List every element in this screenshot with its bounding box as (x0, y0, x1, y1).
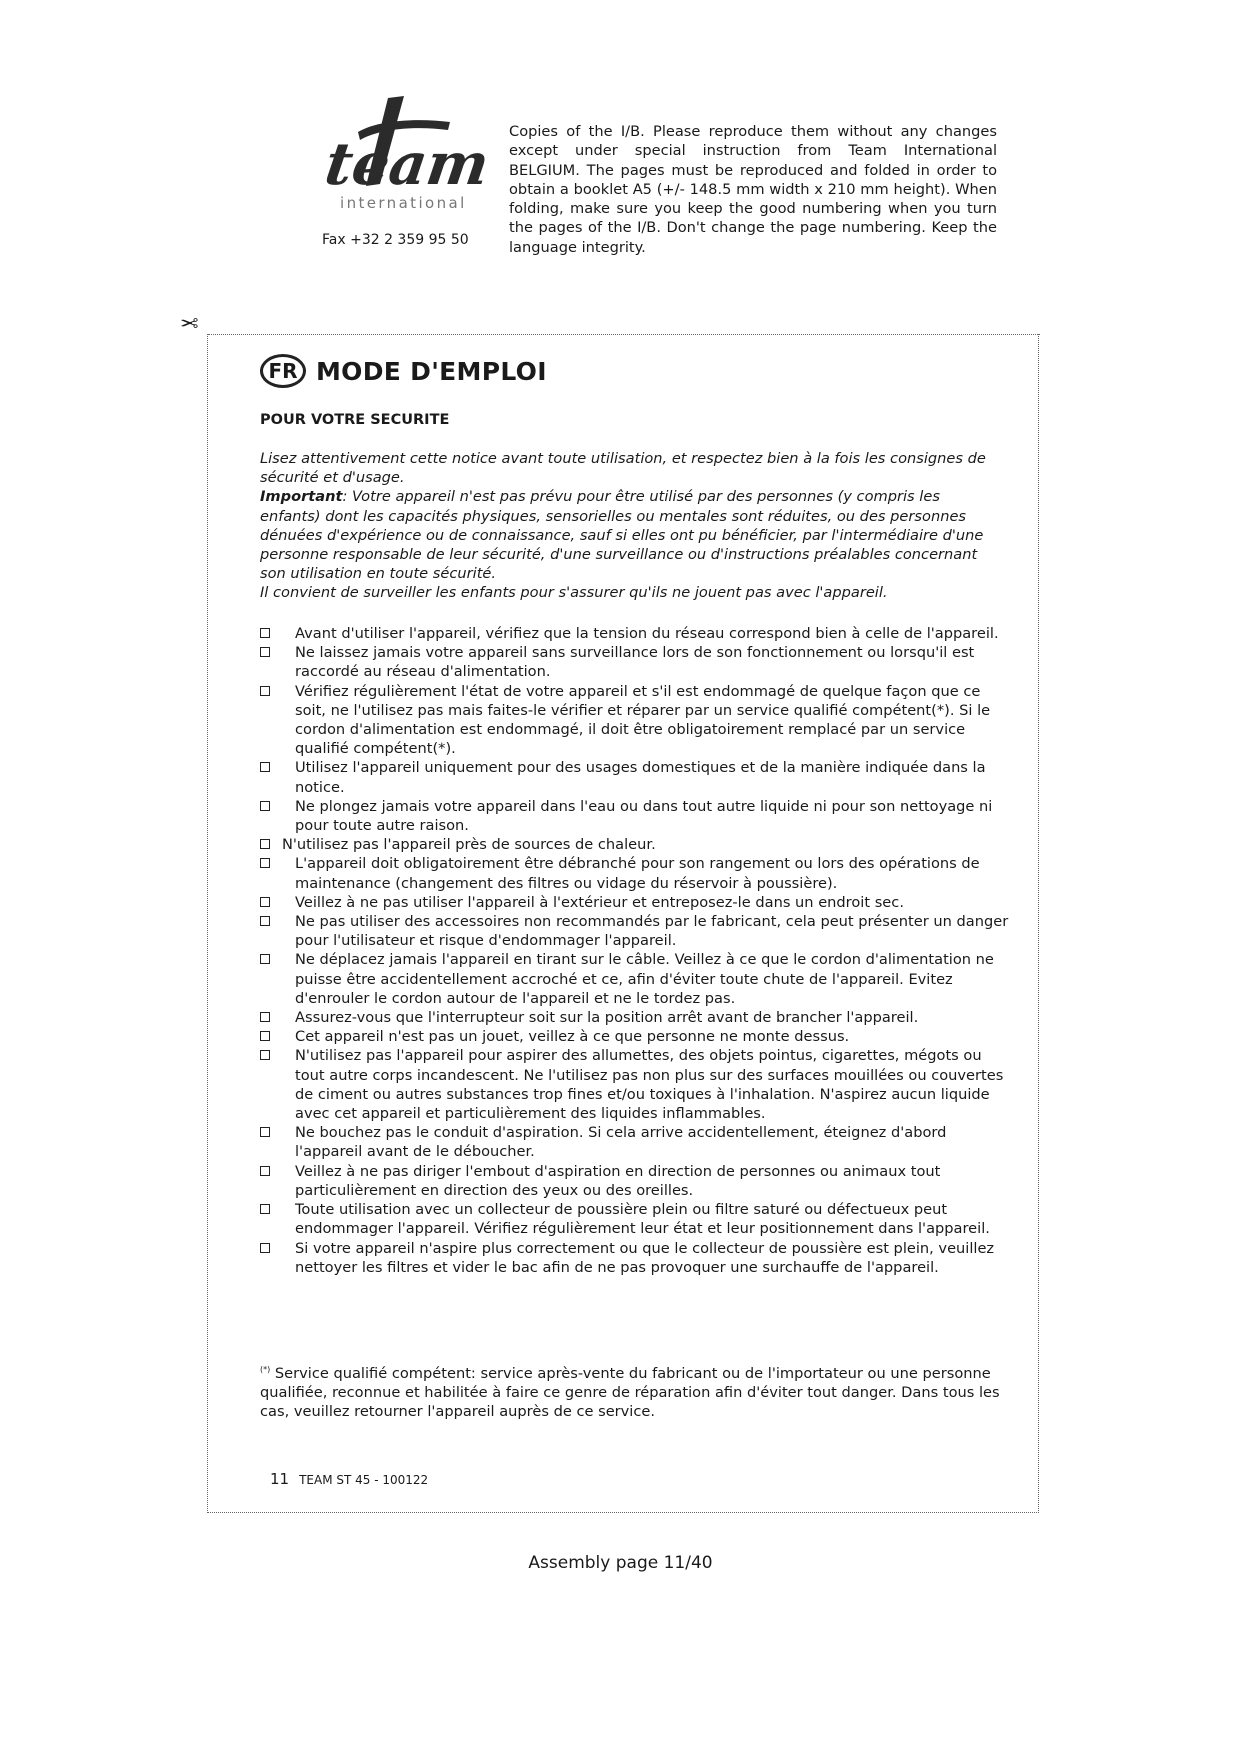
checkbox-bullet-icon (260, 858, 270, 868)
footnote-mark: (*) (260, 1365, 271, 1374)
safety-intro (260, 449, 995, 603)
list-item: Utilisez l'appareil uniquement pour des usages domestiques et de la manière indiquée dans la notice. (260, 758, 1012, 796)
footnote-text: Service qualifié compétent: service après-vente du fabricant ou de l'importateur ou une personne qualifiée, reconnue et habilitée à faire ce genre de réparation afin d'éviter tout danger. Dans tous les cas, veuillez retourner l'appareil auprès de ce service. (260, 1364, 1000, 1421)
checkbox-bullet-icon (260, 686, 270, 696)
page-number: 11 (270, 1470, 290, 1488)
checkbox-bullet-icon (260, 954, 270, 964)
checkbox-bullet-icon (260, 1031, 270, 1041)
important-paragraph (260, 487, 995, 583)
list-item: Ne déplacez jamais l'appareil en tirant sur le câble. Veillez à ce que le cordon d'alimentation ne puisse être accidentellement accroché et ce, afin d'éviter toute chute de l'appareil. Evitez d'enrouler le cordon autour de l'appareil et ne le tordez pas. (260, 950, 1012, 1008)
footnote (260, 1360, 1000, 1421)
checkbox-bullet-icon (260, 1204, 270, 1214)
print-instructions: Copies of the I/B. Please reproduce them without any changes except under special instruction from Team International BELGIUM. The pages must be reproduced and folded in order to obtain a booklet A5 (+/- 148.5 mm width x 210 mm height). When folding, make sure you keep the good numbering when you turn the pages of the I/B. Don't change the page numbering. Keep the language integrity. (509, 123, 997, 256)
list-item: Cet appareil n'est pas un jouet, veillez à ce que personne ne monte dessus. (260, 1027, 1012, 1046)
list-item: Ne bouchez pas le conduit d'aspiration. Si cela arrive accidentellement, éteignez d'abord l'appareil avant de le déboucher. (260, 1123, 1012, 1161)
safety-list (260, 624, 1012, 1277)
important-text: : Votre appareil n'est pas prévu pour être utilisé par des personnes (y compris les enfants) dont les capacités physiques, sensorielles ou mentales sont réduites, ou des personnes dénuées d'expérience ou de connaissance, sauf si elles ont pu bénéficier, par l'intermédiaire d'une personne responsable de leur sécurité, d'une surveillance ou d'instructions préalables concernant son utilisation en toute sécurité. (260, 488, 984, 583)
list-item: N'utilisez pas l'appareil près de sources de chaleur. (260, 835, 1012, 854)
checkbox-bullet-icon (260, 897, 270, 907)
intro-paragraph: Lisez attentivement cette notice avant toute utilisation, et respectez bien à la fois les consignes de sécurité et d'usage. (260, 450, 986, 487)
list-item: Vérifiez régulièrement l'état de votre appareil et s'il est endommagé de quelque façon que ce soit, ne l'utilisez pas mais faites-le vérifier et réparer par un service qualifié compétent(*). Si le cordon d'alimentation est endommagé, il doit être obligatoirement remplacé par un service qualifié compétent(*). (260, 682, 1012, 759)
logo-sub: international (340, 194, 467, 212)
list-item: Veillez à ne pas utiliser l'appareil à l'extérieur et entreposez-le dans un endroit sec. (260, 893, 1012, 912)
logo-word: team (321, 129, 494, 198)
list-item: Avant d'utiliser l'appareil, vérifiez que la tension du réseau correspond bien à celle de l'appareil. (260, 624, 1012, 643)
checkbox-bullet-icon (260, 916, 270, 926)
important-label: Important (260, 488, 343, 506)
checkbox-bullet-icon (260, 1050, 270, 1060)
children-paragraph: Il convient de surveiller les enfants pour s'assurer qu'ils ne jouent pas avec l'appareil. (260, 584, 888, 602)
page-footer (270, 1470, 428, 1488)
checkbox-bullet-icon (260, 762, 270, 772)
checkbox-bullet-icon (260, 1166, 270, 1176)
model-code: TEAM ST 45 - 100122 (299, 1473, 429, 1487)
list-item: Ne plongez jamais votre appareil dans l'eau ou dans tout autre liquide ni pour son nettoyage ni pour toute autre raison. (260, 797, 1012, 835)
team-logo (318, 92, 494, 217)
scissors-icon: ✂ (180, 309, 199, 334)
list-item: N'utilisez pas l'appareil pour aspirer des allumettes, des objets pointus, cigarettes, mégots ou tout autre corps incandescent. Ne l'utilisez pas non plus sur des surfaces mouillées ou couvertes de ciment ou autres substances trop fines et/ou toxiques à l'inhalation. N'aspirez aucun liquide avec cet appareil et particulièrement des liquides inflammables. (260, 1046, 1012, 1123)
page-title: MODE D'EMPLOI (316, 356, 547, 386)
checkbox-bullet-icon (260, 1127, 270, 1137)
checkbox-bullet-icon (260, 647, 270, 657)
fax-number: Fax +32 2 359 95 50 (322, 232, 469, 248)
list-item: Ne laissez jamais votre appareil sans surveillance lors de son fonctionnement ou lorsqu'il est raccordé au réseau d'alimentation. (260, 643, 1012, 681)
list-item: Ne pas utiliser des accessoires non recommandés par le fabricant, cela peut présenter un danger pour l'utilisateur et risque d'endommager l'appareil. (260, 912, 1012, 950)
list-item: L'appareil doit obligatoirement être débranché pour son rangement ou lors des opérations de maintenance (changement des filtres ou vidage du réservoir à poussière). (260, 854, 1012, 892)
section-title: POUR VOTRE SECURITE (260, 412, 450, 428)
assembly-page-label: Assembly page 11/40 (528, 1553, 713, 1573)
checkbox-bullet-icon (260, 628, 270, 638)
checkbox-bullet-icon (260, 1012, 270, 1022)
list-item: Assurez-vous que l'interrupteur soit sur la position arrêt avant de brancher l'appareil. (260, 1008, 1012, 1027)
list-item: Toute utilisation avec un collecteur de poussière plein ou filtre saturé ou défectueux peut endommager l'appareil. Vérifiez régulièrement leur état et leur positionnement dans l'appareil. (260, 1200, 1012, 1238)
page-heading (260, 354, 547, 388)
checkbox-bullet-icon (260, 1243, 270, 1253)
checkbox-bullet-icon (260, 839, 270, 849)
list-item: Si votre appareil n'aspire plus correctement ou que le collecteur de poussière est plein, veuillez nettoyer les filtres et vider le bac afin de ne pas provoquer une surchauffe de l'appareil. (260, 1239, 1012, 1277)
list-item: Veillez à ne pas diriger l'embout d'aspiration en direction de personnes ou animaux tout particulièrement en direction des yeux ou des oreilles. (260, 1162, 1012, 1200)
checkbox-bullet-icon (260, 801, 270, 811)
language-badge: FR (260, 354, 306, 388)
